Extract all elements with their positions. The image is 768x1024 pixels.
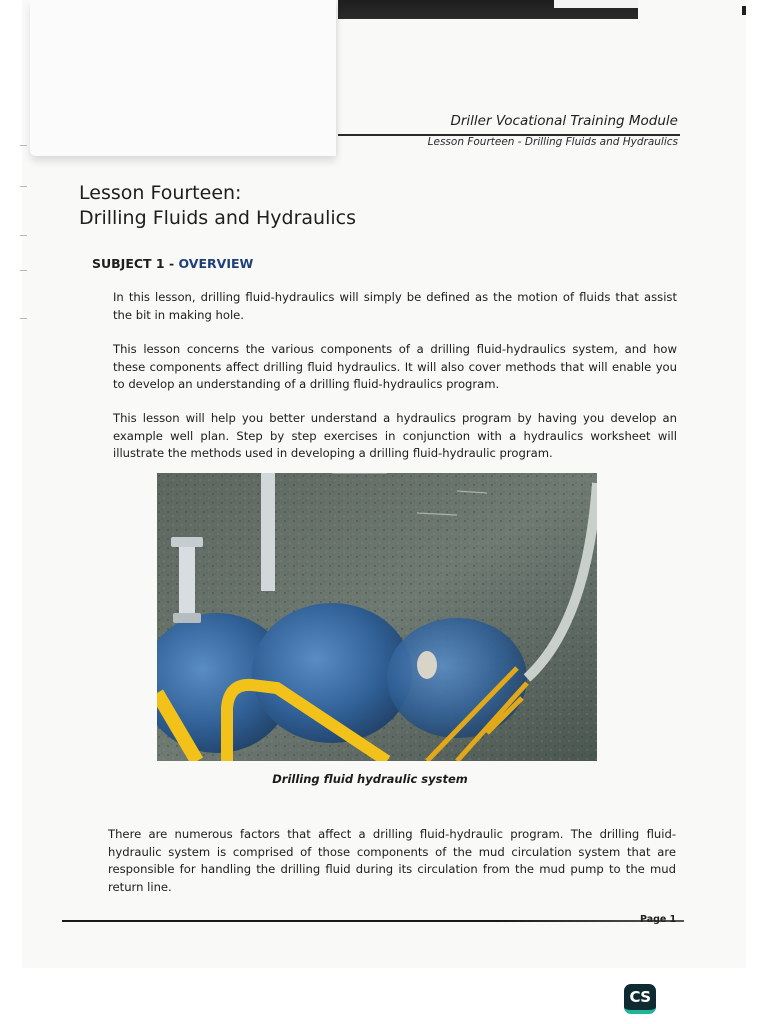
photo-illustration	[157, 473, 597, 761]
drilling-fluid-photo	[157, 473, 597, 761]
margin-tick	[20, 270, 27, 271]
subject-name: OVERVIEW	[178, 256, 254, 271]
folded-paper-flap	[30, 0, 336, 156]
subject-prefix: SUBJECT 1 -	[92, 256, 179, 271]
module-title: Driller Vocational Training Module	[450, 113, 678, 129]
vertical-pipe	[179, 545, 195, 623]
paragraph-2: This lesson concerns the various components of a drilling fluid-hydraulics system, and how these components affect drilling fluid hydraulics. It will also cover methods that will enable you to develop an understanding of a drilling fluid-hydraulics program.	[113, 342, 677, 391]
margin-tick	[20, 186, 27, 187]
camscanner-badge[interactable]	[624, 984, 656, 1014]
vertical-pipe	[261, 473, 275, 591]
lesson-title	[79, 181, 356, 231]
module-subtitle: Lesson Fourteen - Drilling Fluids and Hydraulics	[427, 136, 678, 148]
lesson-title-line2: Drilling Fluids and Hydraulics	[79, 207, 357, 229]
paragraph-4: There are numerous factors that affect a drilling fluid-hydraulic program. The drilling fluid-hydraulic system is comprised of those components of the mud circulation system that are responsible for handling the drilling fluid during its circulation from the mud pump to the mud return line.	[108, 827, 676, 894]
paragraph-3: This lesson will help you better understand a hydraulics program by having you develop an example well plan. Step by step exercises in conjunction with a hydraulics worksheet will illustrate the methods used in developing a drilling fluid-hydraulic program.	[113, 411, 677, 460]
margin-tick	[20, 145, 27, 146]
subject-heading	[92, 256, 253, 271]
corner-mark	[742, 6, 746, 15]
badge-label: CS	[629, 988, 651, 1006]
lesson-title-line1: Lesson Fourteen:	[79, 182, 242, 204]
figure-caption: Drilling fluid hydraulic system	[272, 772, 468, 786]
margin-tick	[20, 235, 27, 236]
top-dark-strip	[338, 0, 638, 19]
footer-rule	[62, 920, 684, 922]
page-number: Page 1	[640, 914, 677, 925]
margin-tick	[20, 318, 27, 319]
paragraph-1: In this lesson, drilling fluid-hydraulics will simply be defined as the motion of fluids that assist the bit in making hole.	[113, 290, 677, 322]
